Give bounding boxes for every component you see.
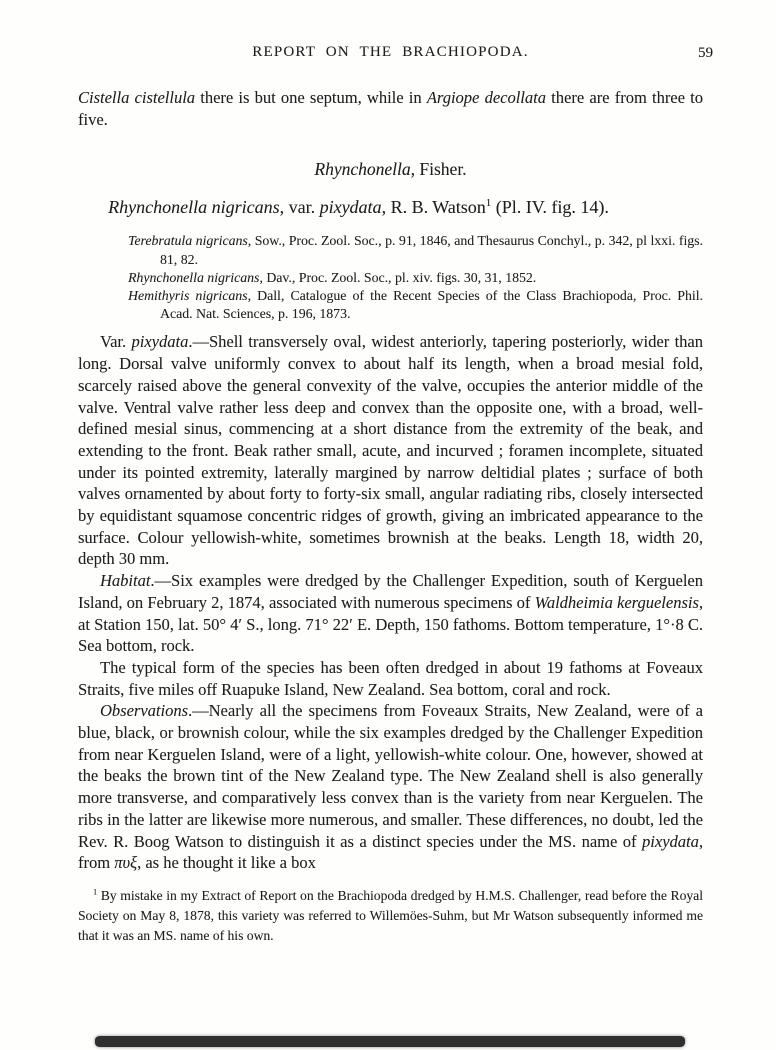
- species-heading: Rhynchonella nigricans, var. pixydata, R. B. Watson$^1$ (Pl. IV. fig. 14).: [108, 197, 609, 218]
- footnote: $^1$ By mistake in my Extract of Report on the Brachiopoda dredged by H.M.S. Challenger, read before the Royal Society on May 8, 1878, this variety was referred to Willemöes-Suhm, but Mr Watson subsequently informed me that it was an MS. name of his own.: [78, 887, 703, 943]
- description-paragraph: Var. pixydata.—Shell transversely oval, widest anteriorly, tapering posteriorly, wider than long. Dorsal valve uniformly convex to about half its length, when a broad mesial fold, scarcely raised above the general convexity of the valve, occupies the anterior middle of the valve. Ventral valve rather less deep and convex than the opposite one, with a broad, well-defined mesial sinus, commencing at a short distance from the extremity of the beak, and extending to the front. Beak rather small, acute, and incurved ; foramen incomplete, situated under its pointed extremity, laterally margined by narrow deltidial plates ; surface of both valves ornamented by about forty to forty-six small, angular radiating ribs, closely intersected by equidistant squamose concentric ridges of growth, giving an imbricated appearance to the surface. Colour yellowish-white, sometimes brownish at the beaks. Length 18, width 20, depth 30 mm.: [78, 332, 703, 569]
- synonymy-list: [128, 232, 703, 323]
- synonymy-entry: Terebratula nigricans, Sow., Proc. Zool. Soc., p. 91, 1846, and Thesaurus Conchyl., p. 342, pl lxxi. figs. 81, 82.: [128, 233, 703, 267]
- intro-paragraph: Cistella cistellula there is but one septum, while in Argiope decollata there are from three to five.: [78, 88, 703, 129]
- typical-form-paragraph: The typical form of the species has been often dredged in about 19 fathoms at Foveaux Straits, five miles off Ruapuke Island, New Zealand. Sea bottom, coral and rock.: [78, 657, 703, 699]
- scan-artifact-bar: [95, 1036, 685, 1047]
- observations-paragraph: Observations.—Nearly all the specimens from Foveaux Straits, New Zealand, were of a blue, black, or brownish colour, while the six examples dredged by the Challenger Expedition from near Kerguelen Island, were of a light, yellowish-white colour. One, however, showed at the beaks the brown tint of the New Zealand type. The New Zealand shell is also generally more transverse, and comparatively less convex than is the variety from near Kerguelen. The ribs in the latter are likewise more numerous, and smaller. These differences, no doubt, led the Rev. R. Boog Watson to distinguish it as a distinct species under the MS. name of pixydata, from πυξ, as he thought it like a box: [78, 701, 703, 873]
- synonymy-entry: Rhynchonella nigricans, Dav., Proc. Zool. Soc., pl. xiv. figs. 30, 31, 1852.: [128, 269, 537, 285]
- genus-heading: Rhynchonella, Fisher.: [314, 159, 467, 180]
- habitat-paragraph: Habitat.—Six examples were dredged by the Challenger Expedition, south of Kerguelen Island, on February 2, 1874, associated with numerous specimens of Waldheimia kerguelensis, at Station 150, lat. 50° 4′ S., long. 71° 22′ E. Depth, 150 fathoms. Bottom temperature, 1°·8 C. Sea bottom, rock.: [78, 571, 703, 656]
- footnote-block: [78, 886, 703, 946]
- page-number: 59: [698, 45, 713, 61]
- running-head: [78, 44, 713, 64]
- synonymy-entry: Hemithyris nigricans, Dall, Catalogue of the Recent Species of the Class Brachiopoda, Proc. Phil. Acad. Nat. Sciences, p. 196, 1873.: [128, 288, 703, 322]
- running-head-title: REPORT ON THE BRACHIOPODA.: [252, 44, 529, 60]
